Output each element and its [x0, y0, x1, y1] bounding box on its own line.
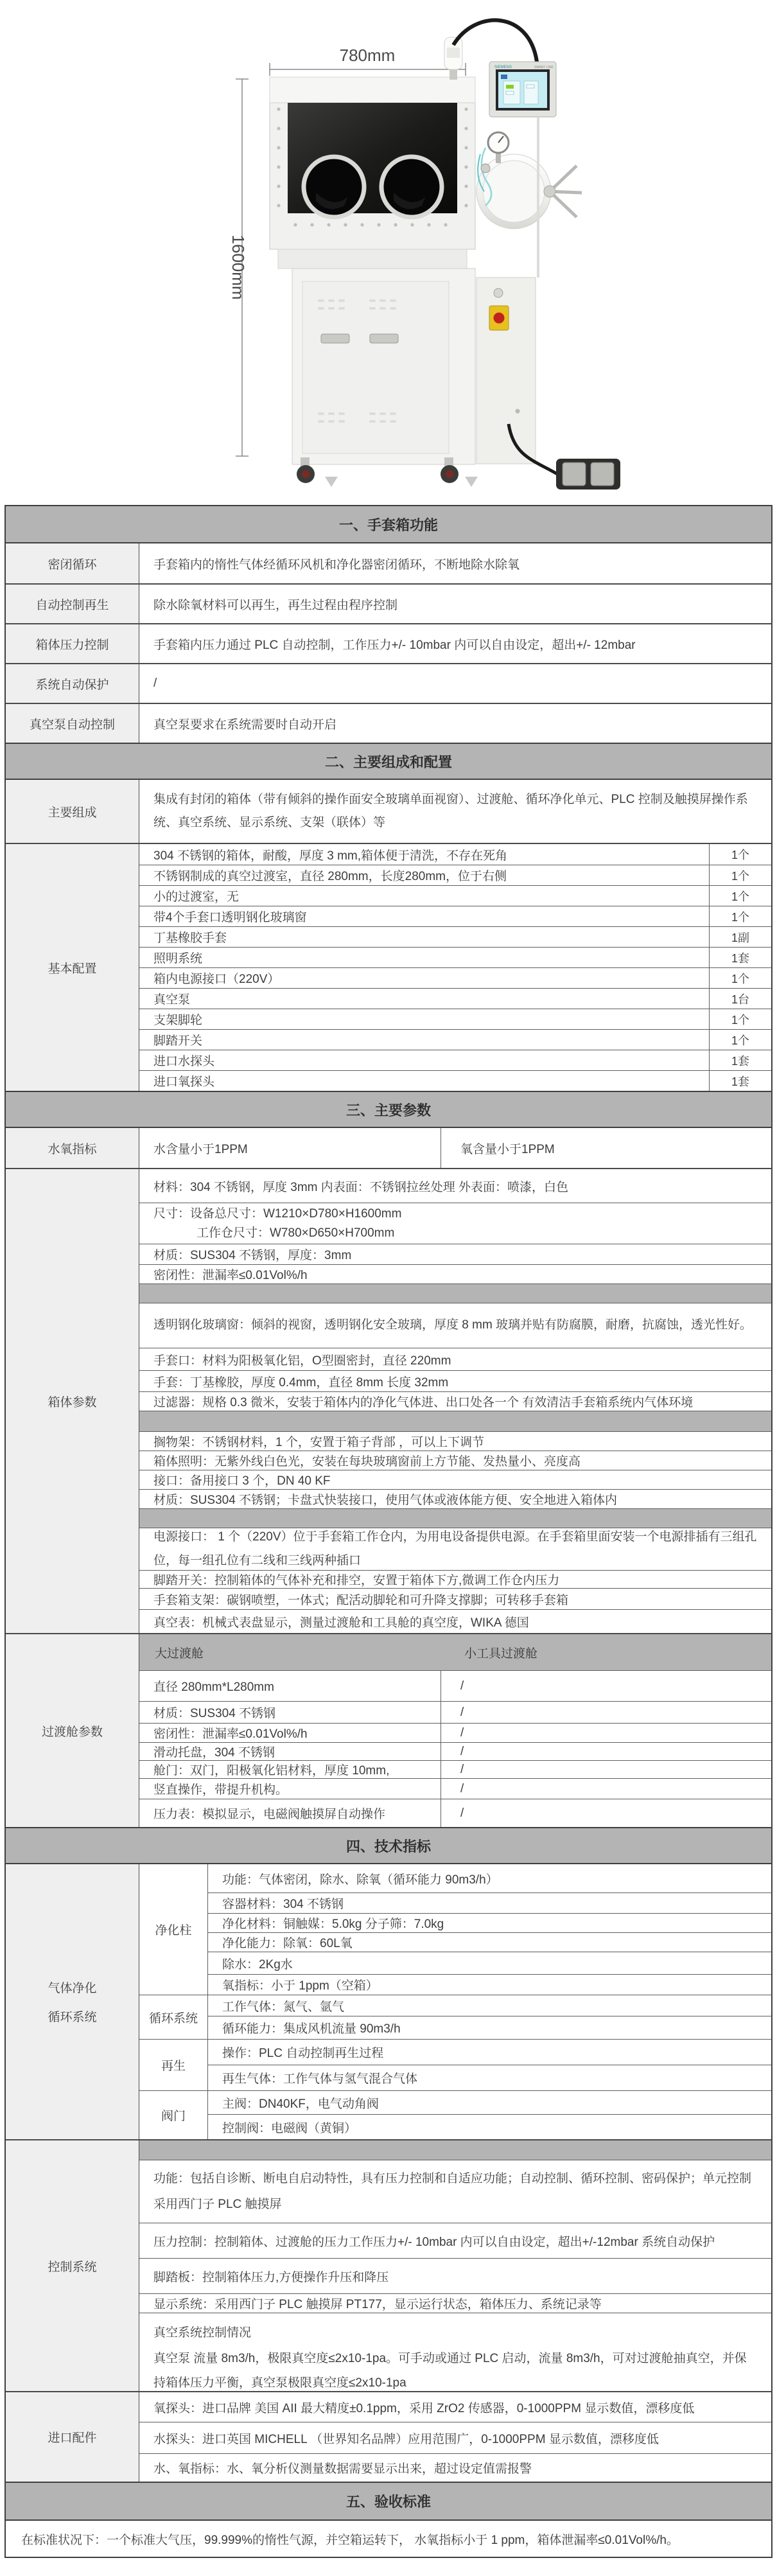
section5-header: [6, 2482, 771, 2521]
split-cells: [139, 1128, 771, 1168]
group-label: 箱体参数: [6, 1169, 139, 1633]
spec-row: 操作：PLC 自动控制再生过程: [222, 2047, 384, 2060]
big-chamber-value: 竖直操作，带提升机构。: [139, 1779, 441, 1799]
gas-purify-group: [6, 1864, 771, 2139]
param-text: 透明钢化玻璃窗：倾斜的视窗，透明钢化安全玻璃，厚度 8 mm 玻璃并贴有防腐膜，耐磨，抗腐蚀，透光性好。: [153, 1318, 753, 1332]
spec-document: [4, 505, 773, 2558]
item-qty: 1套: [709, 1071, 771, 1091]
item-text: 支架脚轮: [153, 1014, 203, 1027]
small-chamber-value: /: [460, 1705, 464, 1719]
pump-cabinet: [476, 278, 536, 464]
chamber-row: [139, 1760, 771, 1778]
main-components-text: 集成有封闭的箱体（带有倾斜的操作面安全玻璃单面视窗）、过渡舱、循环净化单元、PLC 控制及触摸屏操作系统、真空系统、显示系统、支架（联体）等: [153, 792, 748, 829]
imported-parts-group: [6, 2391, 771, 2482]
row-value: 除水除氧材料可以再生，再生过程由程序控制: [153, 598, 398, 612]
basic-config-group: [6, 843, 771, 1091]
spec-row: 水探头：进口英国 MICHELL （世界知名品牌）应用范围广，0-1000PPM 显示数值，漂移度低: [139, 2422, 771, 2453]
table-row: [6, 780, 771, 843]
vacuum-text: 真空泵 流量 8m3/h，极限真空度≤2x10-1pa。可手动或通过 PLC 启动，流量 8m3/h，可对过渡舱抽真空，并保持箱体压力平衡，真空泵极限真空度≤2x10-1pa: [153, 2352, 747, 2390]
item-text: 箱内电源接口（220V）: [153, 973, 280, 986]
acceptance-row: [6, 2521, 771, 2557]
section3-header: [6, 1091, 771, 1128]
vacuum-title: 真空系统控制情况: [153, 2326, 252, 2340]
big-chamber-value: 密闭性：泄漏率≤0.01Vol%/h: [139, 1724, 441, 1742]
glovebox-upper-cabinet: [270, 77, 475, 269]
row-value: 手套箱内的惰性气体经循环风机和净化器密闭循环，不断地除水除氧: [153, 558, 520, 572]
param-row: 真空表：机械式表盘显示，测量过渡舱和工具舱的真空度，WIKA 德国: [139, 1609, 771, 1633]
big-chamber-value: 材质：SUS304 不锈钢: [139, 1702, 441, 1723]
param-row: 箱体照明：无紫外线白色光，安装在每块玻璃窗前上方节能、发热量小、亮度高: [139, 1451, 771, 1470]
spec-row: 容器材料：304 不锈钢: [208, 1892, 771, 1913]
big-chamber-value: 压力表：模拟显示，电磁阀触摸屏自动操作: [139, 1799, 441, 1827]
small-chamber-header: 小工具过渡舱: [464, 1646, 538, 1661]
section1-title: 一、手套箱功能: [338, 516, 438, 533]
param-row: 接口：备用接口 3 个，DN 40 KF: [139, 1470, 771, 1489]
item-text: 真空泵: [153, 993, 191, 1007]
item-qty: 1个: [709, 968, 771, 988]
param-row: 过滤器：规格 0.3 微米，安装于箱体内的净化气体进、出口处各一个 有效清洁手套箱系统内气体环境: [139, 1391, 771, 1411]
row-label: 真空泵自动控制: [6, 704, 139, 743]
config-item: [139, 844, 771, 865]
small-chamber-value: /: [460, 1781, 464, 1795]
big-chamber-value: 舱门：双门，阳极氧化铝材料，厚度 10mm,: [139, 1761, 441, 1778]
antechamber: [476, 154, 582, 229]
spec-row: 控制阀：电磁阀（黄铜）: [208, 2114, 771, 2139]
item-qty: 1个: [709, 1030, 771, 1050]
group-label: [6, 1864, 139, 2139]
item-qty: 1个: [709, 1009, 771, 1029]
big-chamber-value: 直径 280mm*L280mm: [139, 1671, 441, 1701]
param-row: [139, 1303, 771, 1348]
section2-title: 二、主要组成和配置: [324, 754, 452, 770]
spec-text: 功能：包括自诊断、断电自启动特性，具有压力控制和自适应功能；自动控制、循环控制、密码保护；单元控制采用西门子 PLC 触摸屏: [153, 2171, 752, 2211]
item-text: 丁基橡胶手套: [153, 931, 227, 945]
subgroup-label: 净化柱: [139, 1864, 208, 1995]
oxygen-index: 氧含量小于1PPM: [460, 1142, 555, 1156]
table-row: [6, 663, 771, 703]
item-text: 带4个手套口透明钢化玻璃窗: [153, 911, 307, 924]
glovebox-illustration: [0, 0, 777, 505]
group-label: 基本配置: [6, 844, 139, 1091]
small-chamber-value: /: [460, 1679, 464, 1693]
row-label: 箱体压力控制: [6, 624, 139, 663]
product-photo: [0, 0, 777, 505]
item-text: 进口氧探头: [153, 1075, 215, 1089]
row-label: 密闭循环: [6, 543, 139, 583]
row-value: 真空泵要求在系统需要时自动开启: [153, 718, 337, 732]
group-label: 控制系统: [6, 2140, 139, 2391]
spec-row: [139, 2160, 771, 2223]
item-qty: 1台: [709, 989, 771, 1009]
acceptance-text: 在标准状况下：一个标准大气压，99.999%的惰性气源，并空箱运转下， 水氧指标小于 1 ppm，箱体泄漏率≤0.01Vol%/h。: [21, 2533, 679, 2547]
dim-height-label: 1600mm: [229, 234, 248, 300]
row-label: 系统自动保护: [6, 664, 139, 703]
subgroup-label: 阀门: [139, 2091, 208, 2139]
vacuum-control-row: [139, 2313, 771, 2391]
chamber-row: [139, 1778, 771, 1799]
config-item: [139, 967, 771, 988]
subgroup-valves: [139, 2090, 771, 2139]
small-chamber-value: /: [460, 1762, 464, 1776]
big-chamber-header: 大过渡舱: [155, 1646, 204, 1661]
item-qty: 1套: [709, 948, 771, 967]
item-qty: 1套: [709, 1050, 771, 1070]
table-row: [6, 703, 771, 743]
control-system-group: [6, 2139, 771, 2391]
item-text: 进口水探头: [153, 1055, 215, 1068]
param-row: 材质：SUS304 不锈钢；卡盘式快装接口，使用气体或液体能方便、安全地进入箱体内: [139, 1489, 771, 1508]
separator-band: [139, 1508, 771, 1528]
spec-row: 水、氧指标：水、氧分析仪测量数据需要显示出来，超过设定值需报警: [139, 2453, 771, 2482]
section4-title: 四、技术指标: [345, 1838, 431, 1855]
config-item: [139, 947, 771, 967]
screen-model-label: SMART LINE: [534, 66, 554, 69]
row-value: 手套箱内压力通过 PLC 自动控制，工作压力+/- 10mbar 内可以自由设定，超出+/- 12mbar: [153, 638, 636, 652]
spec-row: 氧探头：进口品牌 美国 AII 最大精度±0.1ppm，采用 ZrO2 传感器，0-1000PPM 显示数值，漂移度低: [153, 2401, 695, 2415]
size-line1: 尺寸：设备总尺寸：W1210×D780×H1600mm: [153, 1207, 402, 1221]
row-label: 主要组成: [6, 780, 139, 843]
big-chamber-value: 滑动托盘，304 不锈钢: [139, 1743, 441, 1760]
config-item: [139, 885, 771, 906]
section4-header: [6, 1827, 771, 1864]
item-qty: 1个: [709, 844, 771, 865]
subgroup-label: 再生: [139, 2040, 208, 2090]
glovebox-lower-cabinet: [292, 269, 475, 464]
item-qty: 1个: [709, 906, 771, 926]
spec-row: 工作气体：氮气、氩气: [222, 2000, 345, 2014]
item-text: 照明系统: [153, 952, 203, 966]
group-label: 过渡舱参数: [6, 1634, 139, 1827]
chamber-row: [139, 1670, 771, 1701]
subgroup-label: 循环系统: [139, 1995, 208, 2039]
group-label-line1: 气体净化: [48, 1982, 97, 1995]
config-item: [139, 865, 771, 885]
param-row: 搁物架：不锈钢材料，1 个，安置于箱子背部 ，可以上下调节: [139, 1431, 771, 1451]
small-chamber-value: /: [460, 1806, 464, 1820]
table-row: [6, 623, 771, 663]
water-index: 水含量小于1PPM: [139, 1128, 441, 1168]
chamber-row: [139, 1799, 771, 1827]
param-row: 材料：304 不锈钢，厚度 3mm 内表面：不锈钢拉丝处理 外表面：喷漆，白色: [153, 1180, 569, 1194]
item-qty: 1个: [709, 865, 771, 885]
spec-row: 再生气体：工作气体与氢气混合气体: [208, 2065, 771, 2090]
table-row: [6, 543, 771, 583]
subgroup-regeneration: [139, 2039, 771, 2090]
spec-row: 主阀：DN40KF，电气动角阀: [222, 2097, 379, 2111]
param-row: 手套箱支架：碳钢喷塑，一体式；配活动脚轮和可升降支撑脚；可转移手套箱: [139, 1588, 771, 1609]
spec-row: 净化材料：铜触媒：5.0kg 分子筛：7.0kg: [208, 1913, 771, 1932]
small-chamber-value: /: [460, 1744, 464, 1758]
section1-header: [6, 506, 771, 543]
row-label: 水氧指标: [6, 1128, 139, 1168]
spec-row: 除水：2Kg水: [208, 1952, 771, 1974]
item-text: 不锈钢制成的真空过渡室，直径 280mm，长度280mm，位于右侧: [153, 870, 507, 883]
config-item: [139, 1070, 771, 1091]
param-row: [139, 1528, 771, 1570]
config-item: [139, 1029, 771, 1050]
param-row: 手套：丁基橡胶，厚度 0.4mm，直径 8mm 长度 32mm: [139, 1370, 771, 1391]
table-row: [6, 583, 771, 623]
param-row: [139, 1203, 771, 1244]
group-label-line2: 循环系统: [48, 2011, 97, 2024]
item-text: 脚踏开关: [153, 1034, 203, 1048]
subgroup-purify-column: [139, 1864, 771, 1995]
config-item: [139, 926, 771, 947]
separator-band: [139, 1284, 771, 1303]
param-row: 手套口：材料为阳极氧化铝，O型圈密封，直径 220mm: [139, 1348, 771, 1370]
section3-title: 三、主要参数: [345, 1102, 431, 1118]
spec-row: 净化能力：除氧：60L氧: [208, 1932, 771, 1952]
screen-brand-label: SIEMENS: [494, 66, 512, 69]
config-item: [139, 988, 771, 1009]
water-oxygen-row: [6, 1128, 771, 1168]
spec-row: 循环能力：集成风机流量 90m3/h: [208, 2016, 771, 2039]
chamber-header-band: [139, 1634, 771, 1670]
separator-band: [139, 2140, 771, 2160]
chamber-row: [139, 1701, 771, 1723]
box-params-group: [6, 1168, 771, 1633]
row-label: 自动控制再生: [6, 585, 139, 623]
group-label: 进口配件: [6, 2392, 139, 2482]
size-line2: 工作仓尺寸：W780×D650×H700mm: [196, 1226, 395, 1240]
config-item: [139, 906, 771, 926]
param-row: 密闭性：泄漏率≤0.01Vol%/h: [139, 1264, 771, 1284]
spec-row: 显示系统：采用西门子 PLC 触摸屏 PT177，显示运行状态，箱体压力、系统记录等: [139, 2293, 771, 2313]
dim-width-label: 780mm: [339, 46, 396, 65]
subgroup-circulation: [139, 1995, 771, 2039]
section2-header: [6, 743, 771, 780]
config-item: [139, 1050, 771, 1070]
small-chamber-value: /: [460, 1725, 464, 1740]
section5-title: 五、验收标准: [345, 2494, 431, 2510]
spec-row: 脚踏板：控制箱体压力,方便操作升压和降压: [139, 2258, 771, 2293]
param-row: 脚踏开关：控制箱体的气体补充和排空，安置于箱体下方,微调工作仓内压力: [139, 1570, 771, 1588]
chamber-row: [139, 1742, 771, 1760]
spec-row: 功能：气体密闭，除水、除氧（循环能力 90m3/h）: [222, 1873, 498, 1887]
separator-band: [139, 1411, 771, 1431]
spec-row: 压力控制：控制箱体、过渡舱的压力工作压力+/- 10mbar 内可以自由设定，超出+/-12mbar 系统自动保护: [139, 2223, 771, 2258]
param-text: 电源接口： 1 个（220V）位于手套箱工作仓内，为用电设备提供电源。在手套箱里面安装一个电源排插有三组孔位，每一组孔位有二线和三线两种插口: [153, 1530, 757, 1567]
item-text: 小的过渡室，无: [153, 890, 240, 904]
chamber-row: [139, 1723, 771, 1742]
row-value: [139, 780, 771, 843]
chamber-params-group: [6, 1633, 771, 1827]
item-qty: 1副: [709, 927, 771, 947]
item-qty: 1个: [709, 886, 771, 906]
row-value: /: [153, 676, 157, 690]
config-item: [139, 1009, 771, 1029]
item-text: 304 不锈钢的箱体，耐酸，厚度 3 mm,箱体便于清洗，不存在死角: [153, 849, 508, 863]
param-row: 材质：SUS304 不锈钢，厚度：3mm: [139, 1244, 771, 1264]
spec-row: 氧指标：小于 1ppm（空箱）: [208, 1974, 771, 1995]
